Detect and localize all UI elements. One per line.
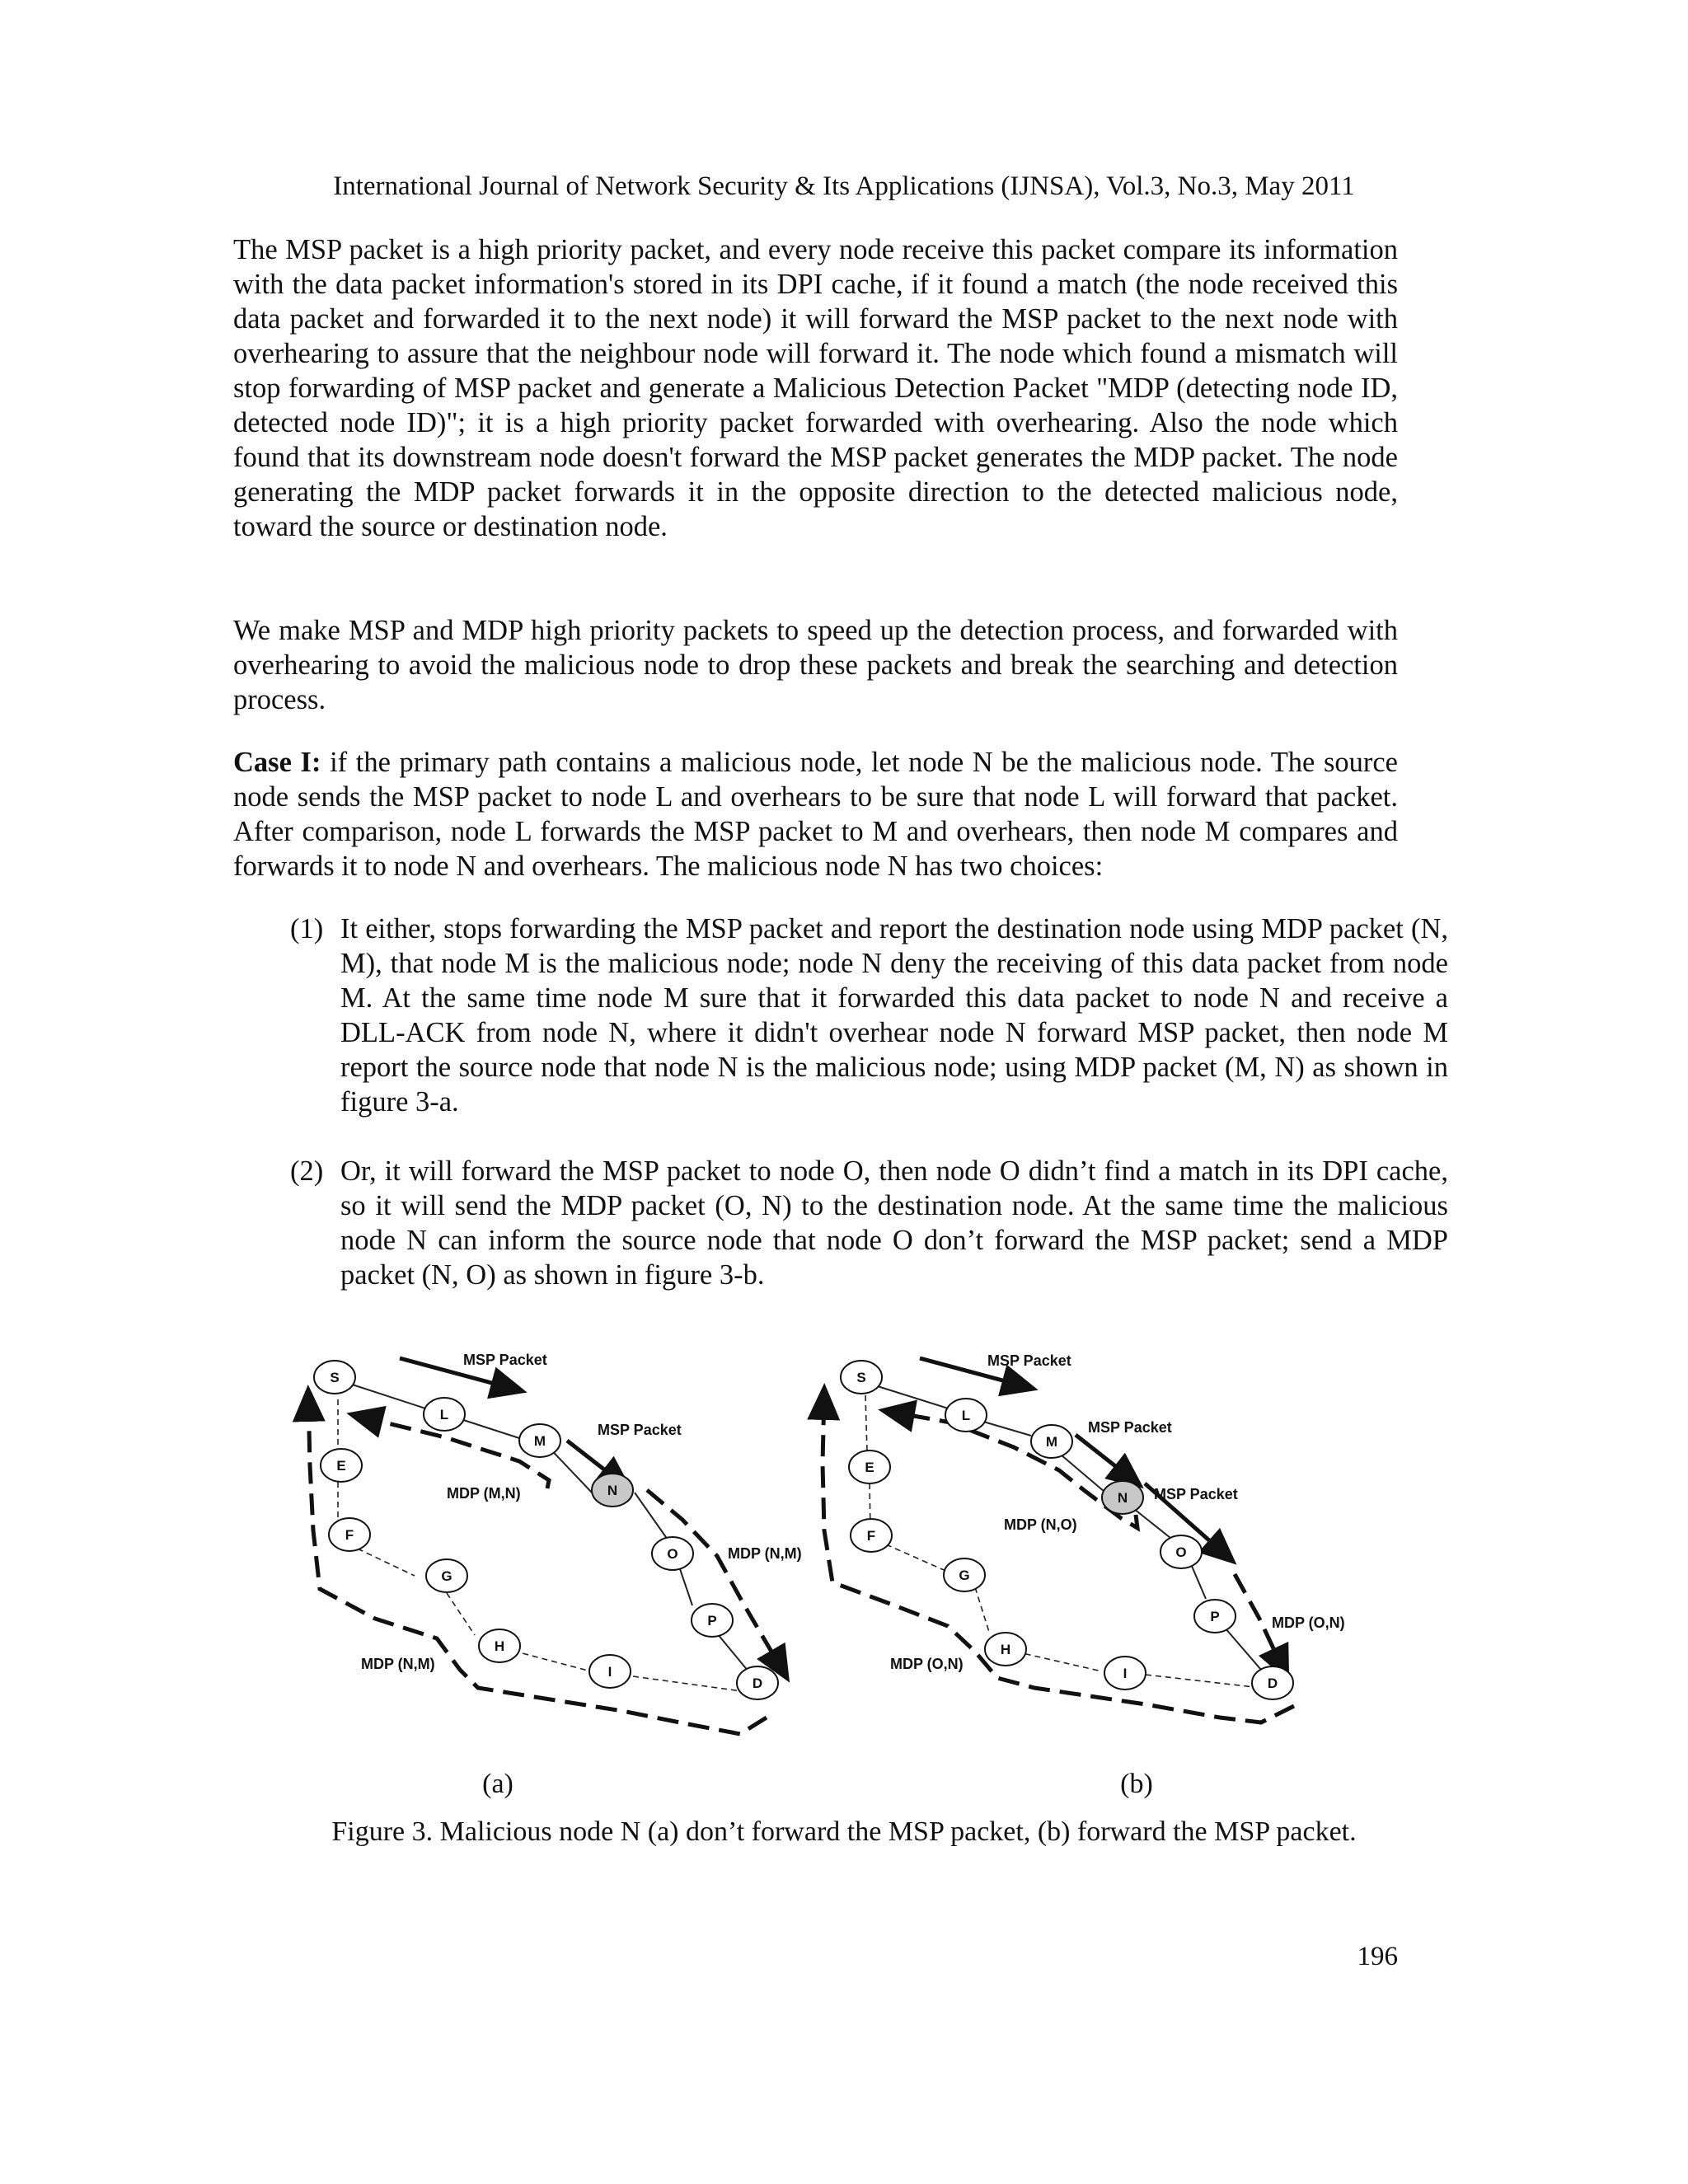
node-label-e-a: E <box>336 1458 346 1474</box>
journal-header: International Journal of Network Security & Its Applications (IJNSA), Vol.3, No.3, May 2011 <box>333 171 1355 201</box>
node-label-h-b: H <box>1000 1642 1011 1657</box>
node-label-f-a: F <box>345 1527 354 1543</box>
msp-label-a-2: MSP Packet <box>598 1422 682 1438</box>
node-label-e-b: E <box>865 1460 874 1475</box>
mdp-back-label-b: MDP (N,O) <box>1004 1516 1077 1533</box>
panel-b <box>823 1352 1345 1722</box>
figure-3 <box>272 1342 1393 1787</box>
node-label-i-a: I <box>607 1664 612 1680</box>
paragraph-msp-description: The MSP packet is a high priority packet, and every node receive this packet compare its information with the data packet information's stored in its DPI cache, if it found a match (the node received this data packet and forwarded it to the next node) it will forward the MSP packet to the next node with overhearing to assure that the neighbour node will forward it. The node which found a mismatch will stop forwarding of MSP packet and generate a Malicious Detection Packet "MDP (detecting node ID, detected node ID)"; it is a high priority packet forwarded with overhearing. Also the node which found that its downstream node doesn't forward the MSP packet generates the MDP packet. The node generating the MDP packet forwards it in the opposite direction to the detected malicious node, toward the source or destination node. <box>233 234 1398 542</box>
figure-3-diagram <box>272 1342 1393 1787</box>
figure-sublabel-a: (a) <box>482 1769 513 1799</box>
node-label-n-a: N <box>607 1483 618 1498</box>
node-label-o-b: O <box>1175 1544 1187 1560</box>
case-one-label: Case I: <box>233 747 321 778</box>
node-label-l-a: L <box>439 1407 449 1422</box>
node-label-i-b: I <box>1123 1666 1128 1681</box>
page-number: 196 <box>1357 1942 1398 1971</box>
mdp-fwd-label-b: MDP (O,N) <box>1272 1615 1345 1631</box>
node-label-m-a: M <box>533 1433 546 1449</box>
node-label-g-a: G <box>441 1568 452 1584</box>
panel-a <box>308 1352 802 1734</box>
node-label-p-a: P <box>707 1613 717 1629</box>
node-label-p-b: P <box>1210 1609 1220 1624</box>
mdp-back-label-a: MDP (M,N) <box>447 1485 521 1502</box>
node-label-h-a: H <box>494 1638 505 1654</box>
figure-sublabel-b: (b) <box>1120 1769 1153 1799</box>
node-label-f-b: F <box>866 1528 876 1544</box>
list-marker-1: (1) <box>290 913 324 944</box>
paragraph-priority: We make MSP and MDP high priority packets to speed up the detection process, and forwarded with overhearing to avoid the malicious node to drop these packets and break the searching and detection process. <box>233 615 1398 715</box>
node-label-n-b: N <box>1117 1490 1128 1506</box>
node-label-l-b: L <box>961 1408 971 1423</box>
node-label-g-b: G <box>959 1568 970 1583</box>
paragraph-case-one <box>233 745 1398 883</box>
msp-label-b-3: MSP Packet <box>1154 1486 1238 1502</box>
figure-caption: Figure 3. Malicious node N (a) don’t forward the MSP packet, (b) forward the MSP packet. <box>331 1816 1357 1847</box>
node-label-d-b: D <box>1267 1675 1278 1691</box>
msp-label-a-1: MSP Packet <box>463 1352 547 1368</box>
msp-label-b-1: MSP Packet <box>987 1352 1071 1369</box>
list-item-choice-1 <box>290 912 1448 1119</box>
mdp-long-label-b: MDP (O,N) <box>890 1656 964 1672</box>
mdp-long-label-a: MDP (N,M) <box>361 1656 435 1672</box>
node-label-s-a: S <box>330 1370 340 1385</box>
node-label-m-b: M <box>1045 1434 1058 1450</box>
mdp-fwd-label-a: MDP (N,M) <box>728 1545 802 1562</box>
case-one-text: if the primary path contains a malicious node, let node N be the malicious node. The source node sends the MSP packet to node L and overhears to be sure that node L will forward that packet. After comparison, node L forwards the MSP packet to M and overhears, then node M compares and forwards it to node N and overhears. The malicious node N has two choices: <box>233 747 1398 882</box>
list-marker-2: (2) <box>290 1155 324 1187</box>
list-item-choice-2 <box>290 1154 1448 1292</box>
node-label-o-a: O <box>667 1546 678 1562</box>
msp-label-b-2: MSP Packet <box>1088 1419 1172 1436</box>
list-text-1: It either, stops forwarding the MSP packet and report the destination node using MDP packet (N, M), that node M is the malicious node; node N deny the receiving of this data packet from node M. At the same time node M sure that it forwarded this data packet to node N and receive a DLL-ACK from node N, where it didn't overhear node N forward MSP packet, then node M report the source node that node N is the malicious node; using MDP packet (M, N) as shown in figure 3-a. <box>340 913 1448 1118</box>
node-label-d-a: D <box>752 1675 763 1691</box>
list-text-2: Or, it will forward the MSP packet to node O, then node O didn’t find a match in its DPI cache, so it will send the MDP packet (O, N) to the destination node. At the same time the malicious node N can inform the source node that node O don’t forward the MSP packet; send a MDP packet (N, O) as shown in figure 3-b. <box>340 1155 1448 1291</box>
node-label-s-b: S <box>856 1370 866 1385</box>
